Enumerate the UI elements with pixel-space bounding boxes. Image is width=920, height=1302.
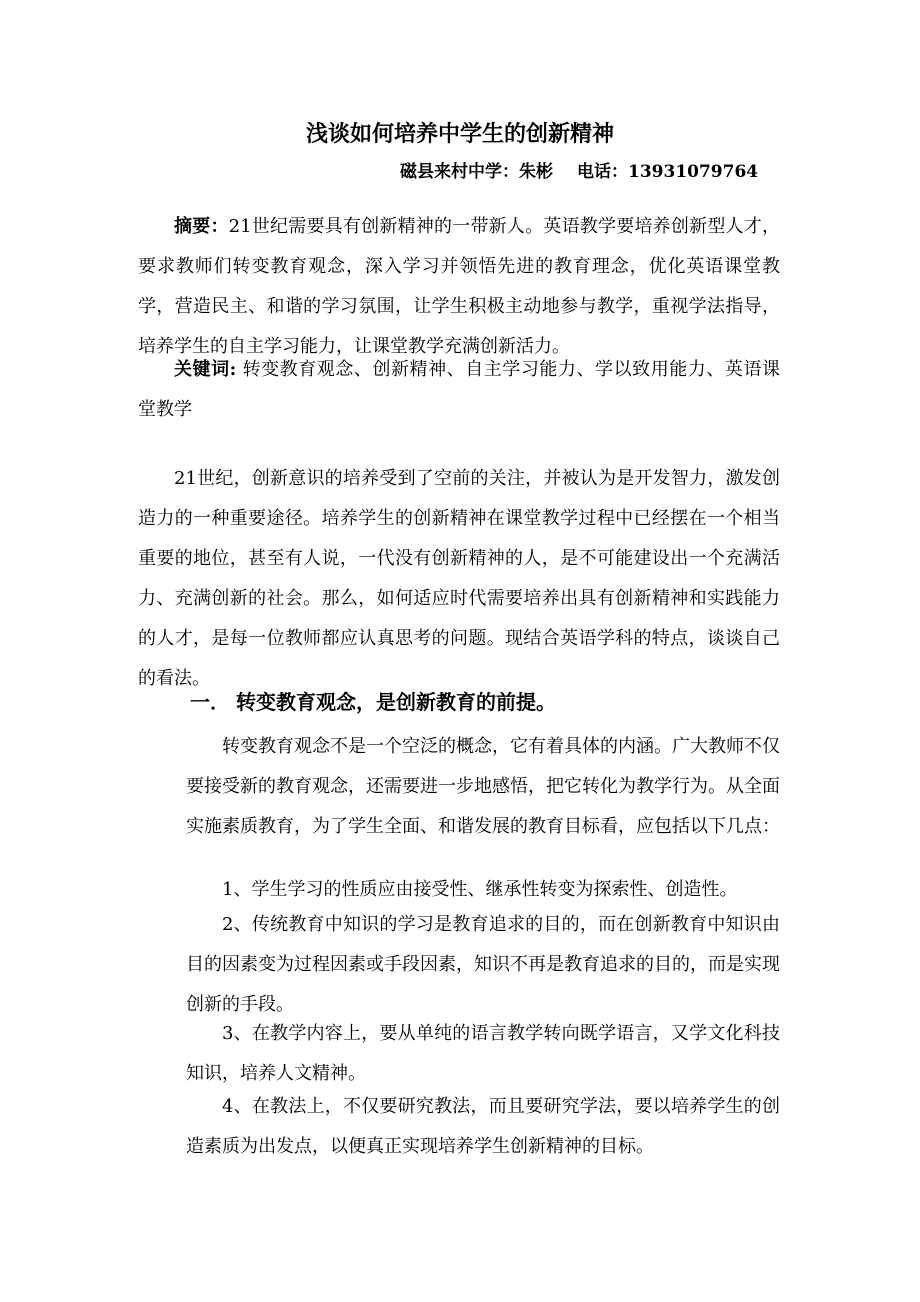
section1-paragraph: 转变教育观念不是一个空泛的概念，它有着具体的内涵。广大教师不仅要接受新的教育观念，还需要进一步地感悟，把它转化为教学行为。从全面实施素质教育，为了学生全面、和谐发展的教育目标看，应包括以下几点： <box>186 736 780 837</box>
author-line <box>400 158 780 186</box>
point-3: 3、在教学内容上，要从单纯的语言教学转向既学语言，又学文化科技知识，培养人文精神。 <box>186 1023 780 1084</box>
abstract-label: 摘要： <box>174 216 229 237</box>
keywords-paragraph <box>138 350 780 430</box>
abstract-text: 21世纪需要具有创新精神的一带新人。英语教学要培养创新型人才，要求教师们转变教育观念，深入学习并领悟先进的教育理念，优化英语课堂教学，营造民主、和谐的学习氛围，让学生积极主动地参与教学，重视学法指导，培养学生的自主学习能力，让课堂教学充满创新活力。 <box>138 216 781 357</box>
section-title: 转变教育观念，是创新教育的前提。 <box>236 690 556 714</box>
point-1: 1、学生学习的性质应由接受性、继承性转变为探索性、创造性。 <box>222 879 738 900</box>
point-4: 4、在教法上，不仅要研究教法，而且要研究学法，要以培养学生的创造素质为出发点，以便真正实现培养学生创新精神的目标。 <box>186 1096 780 1157</box>
author-phone: 电话：13931079764 <box>577 162 759 182</box>
author-name: 磁县来村中学：朱彬 <box>400 162 553 182</box>
section-heading-1 <box>190 682 780 722</box>
point-2: 2、传统教育中知识的学习是教育追求的目的，而在创新教育中知识由目的因素变为过程因素或手段因素，知识不再是教育追求的目的，而是实现创新的手段。 <box>186 914 780 1015</box>
keywords-colon: : <box>229 359 237 380</box>
keywords-text: 转变教育观念、创新精神、自主学习能力、学以致用能力、英语课堂教学 <box>138 359 781 420</box>
intro-paragraph: 21世纪，创新意识的培养受到了空前的关注，并被认为是开发智力，激发创造力的一种重要途径。培养学生的创新精神在课堂教学过程中已经摆在一个相当重要的地位，甚至有人说，一代没有创新精神的人，是不可能建设出一个充满活力、充满创新的社会。那么，如何适应时代需要培养出具有创新精神和实践能力的人才，是每一位教师都应认真思考的问题。现结合英语学科的特点，谈谈自己的看法。 <box>138 468 780 689</box>
abstract-paragraph <box>138 207 780 367</box>
keywords-label: 关键词 <box>174 359 230 380</box>
document-title: 浅谈如何培养中学生的创新精神 <box>305 122 614 147</box>
section-number: 一． <box>190 690 230 714</box>
